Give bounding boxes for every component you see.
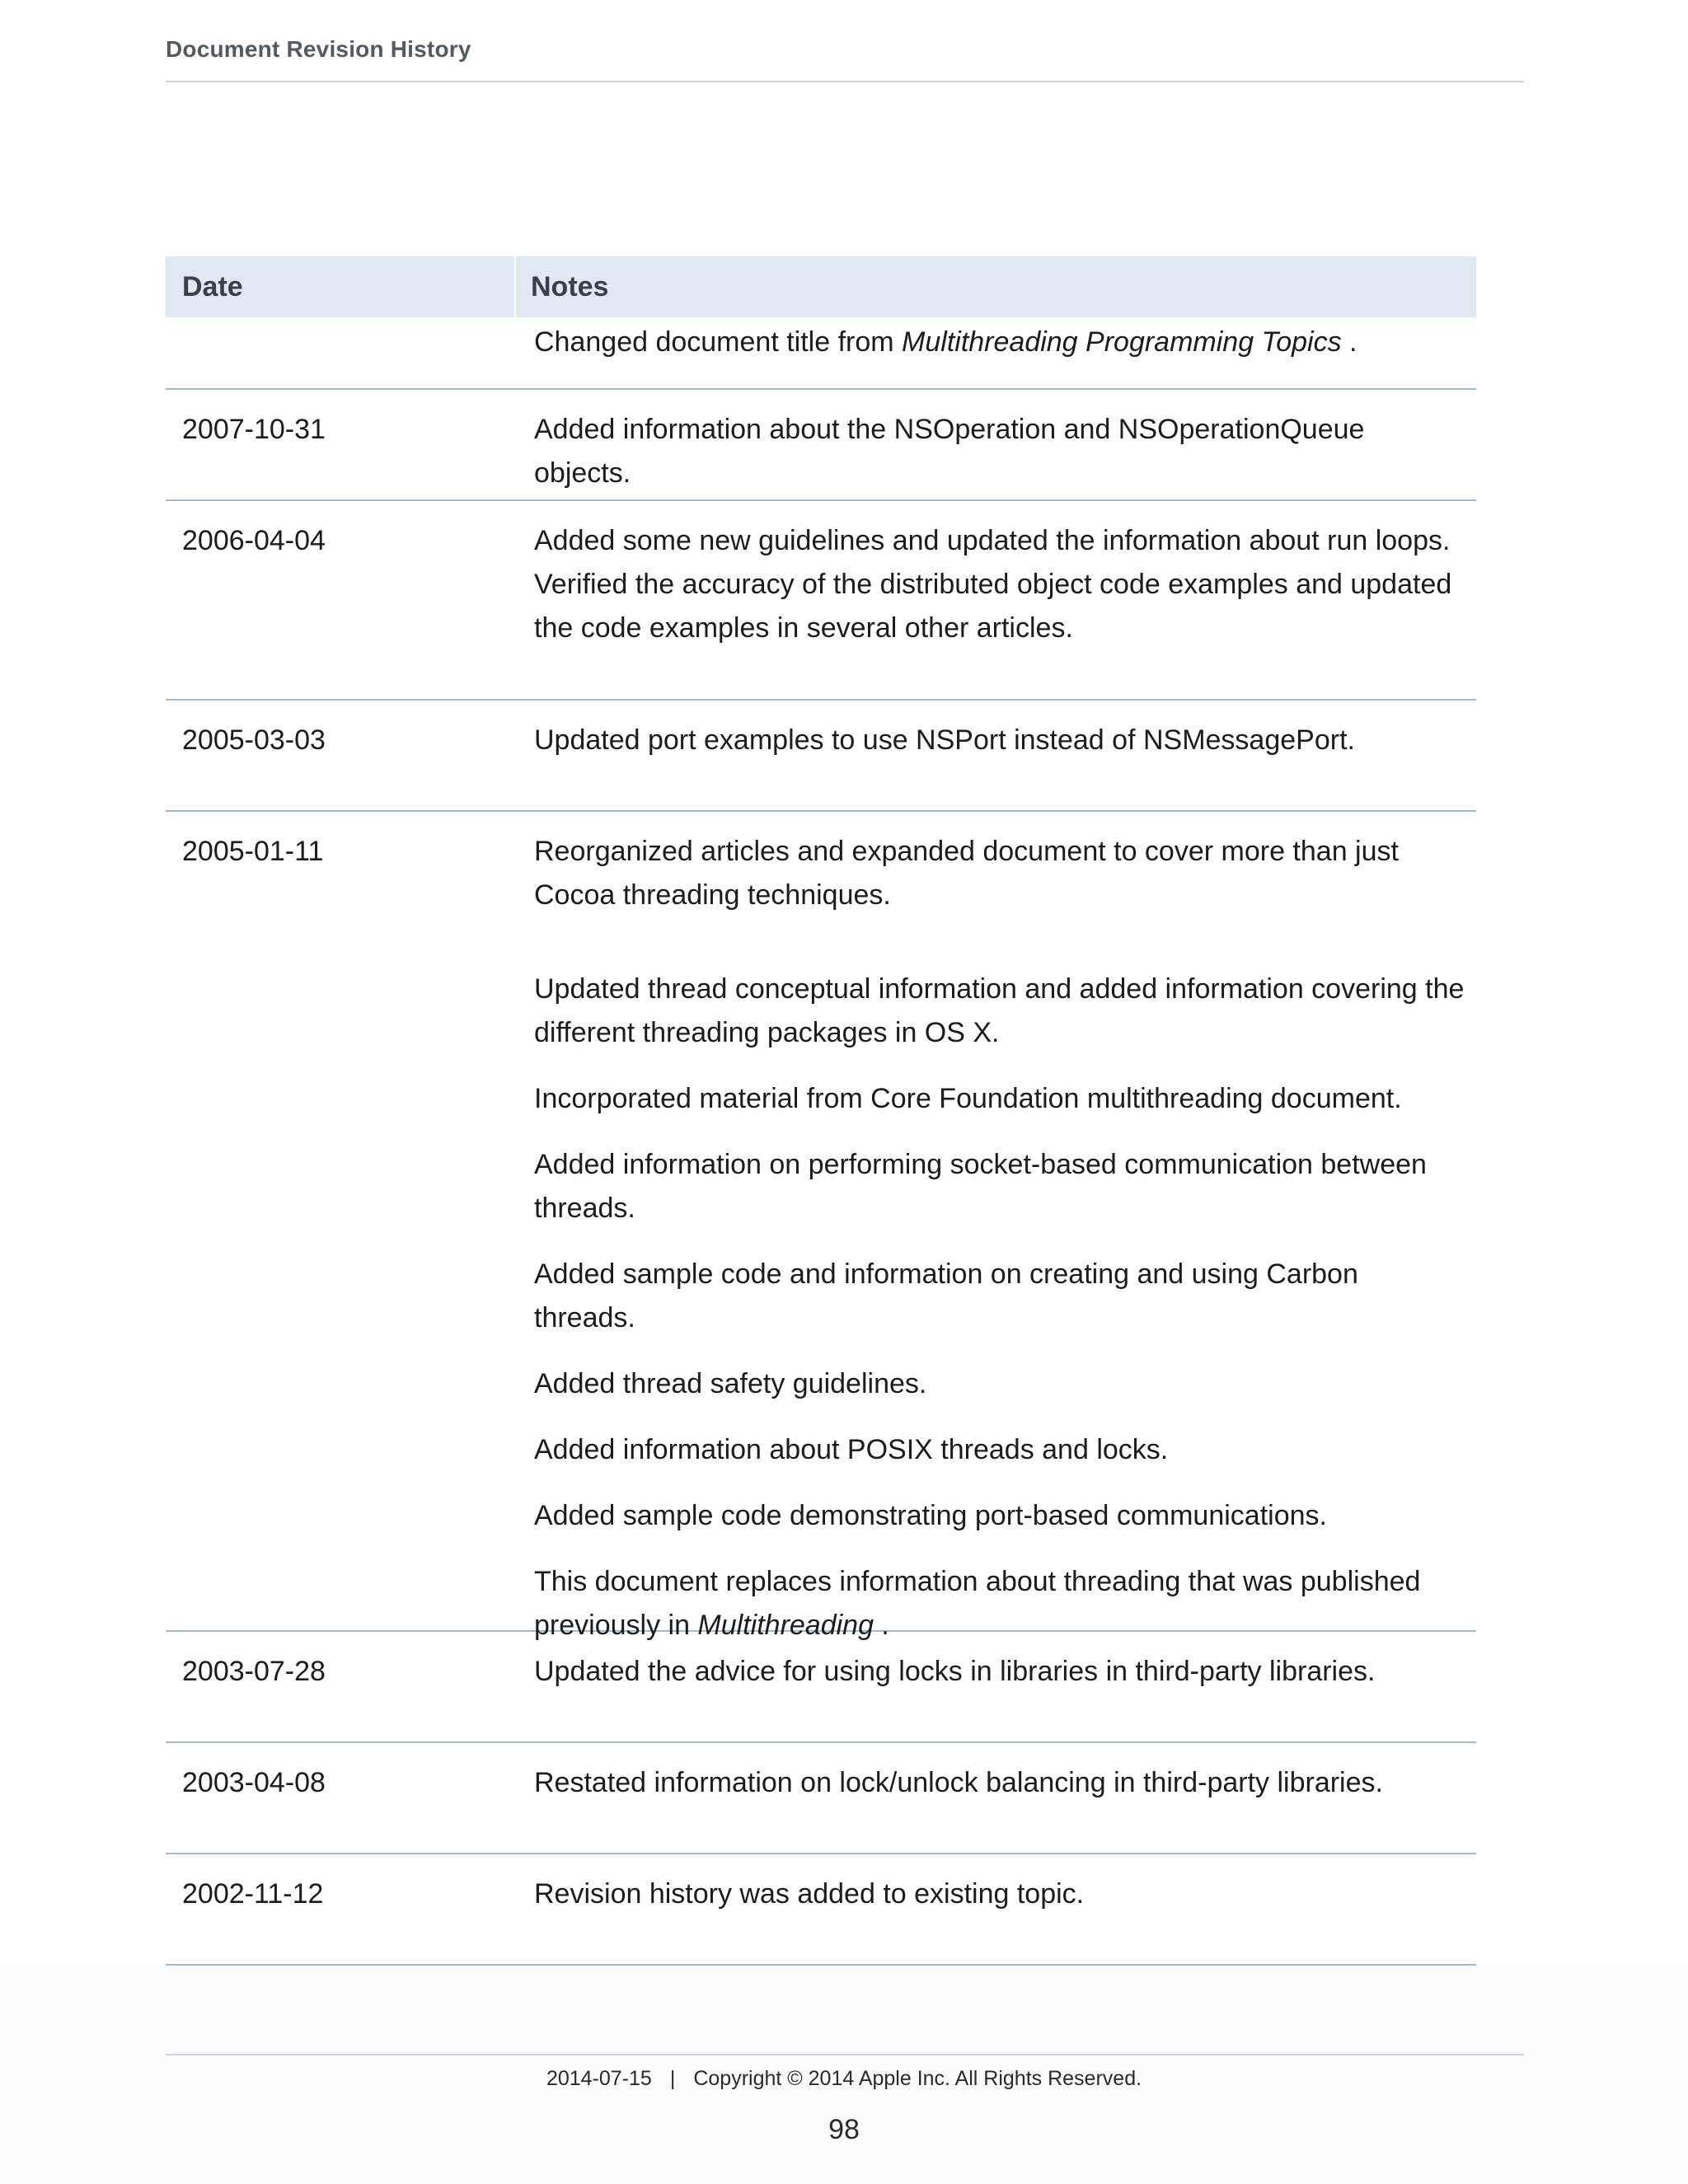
header-divider	[166, 81, 1524, 82]
note-text: Added information on performing socket-based communication between threads.	[534, 1149, 1427, 1224]
table-row	[166, 390, 1476, 501]
notes-cell	[534, 1872, 1465, 1916]
date-cell: 2005-03-03	[182, 724, 326, 756]
page-number: 98	[828, 2114, 860, 2145]
table-header-row	[166, 256, 1476, 317]
date-cell: 2006-04-04	[182, 525, 326, 556]
table-row	[166, 812, 1476, 1641]
notes-cell	[534, 519, 1465, 650]
revision-history-table	[166, 256, 1476, 1966]
notes-cell	[534, 1650, 1465, 1694]
column-header-date: Date	[166, 256, 516, 317]
date-cell: 2003-04-08	[182, 1767, 326, 1798]
column-header-notes: Notes	[531, 270, 609, 302]
note-text: Restated information on lock/unlock balancing in third-party libraries.	[534, 1767, 1383, 1798]
date-cell: 2002-11-12	[182, 1878, 324, 1910]
note-text: Changed document title from Multithreading Programming Topics .	[534, 326, 1357, 358]
footer-line	[0, 2067, 1688, 2091]
footer-divider	[166, 2054, 1524, 2055]
table-row	[166, 1632, 1476, 1743]
note-text: This document replaces information about threading that was published previously in Multithreading .	[534, 1566, 1421, 1641]
notes-cell	[534, 321, 1465, 364]
running-header: Document Revision History	[166, 36, 471, 62]
footer-separator: |	[669, 2067, 676, 2090]
note-text: Added information about the NSOperation and NSOperationQueue objects.	[534, 414, 1365, 489]
footer-date: 2014-07-15	[546, 2067, 652, 2090]
note-text: Incorporated material from Core Foundation multithreading document.	[534, 1083, 1402, 1114]
date-cell: 2003-07-28	[182, 1656, 326, 1687]
note-text: Updated the advice for using locks in libraries in third-party libraries.	[534, 1656, 1376, 1687]
note-text: Added information about POSIX threads and locks.	[534, 1434, 1169, 1465]
note-text: Updated thread conceptual information and added information covering the different threading packages in OS X.	[534, 973, 1465, 1048]
note-text: Added sample code demonstrating port-based communications.	[534, 1500, 1327, 1531]
notes-cell	[534, 408, 1465, 495]
notes-cell	[534, 719, 1465, 762]
note-text: Updated port examples to use NSPort instead of NSMessagePort.	[534, 724, 1355, 756]
date-cell: 2005-01-11	[182, 836, 324, 867]
note-text: Added some new guidelines and updated the information about run loops. Verified the accuracy of the distributed object code examples and updated the code examples in several other articles.	[534, 525, 1452, 644]
footer-copyright: Copyright © 2014 Apple Inc. All Rights Reserved.	[693, 2067, 1142, 2090]
table-row	[166, 317, 1476, 390]
note-text: Revision history was added to existing topic.	[534, 1878, 1085, 1910]
table-row	[166, 1743, 1476, 1854]
note-text: Added sample code and information on creating and using Carbon threads.	[534, 1258, 1358, 1333]
table-row	[166, 1854, 1476, 1966]
note-text: Added thread safety guidelines.	[534, 1368, 927, 1399]
notes-cell	[534, 1761, 1465, 1805]
table-row	[166, 501, 1476, 701]
document-title-italic: Multithreading	[697, 1610, 874, 1641]
table-row	[166, 701, 1476, 812]
date-cell: 2007-10-31	[182, 414, 326, 445]
notes-cell	[534, 830, 1465, 1647]
note-text: Reorganized articles and expanded document to cover more than just Cocoa threading techniques.	[534, 836, 1399, 911]
document-title-italic: Multithreading Programming Topics	[902, 326, 1342, 358]
